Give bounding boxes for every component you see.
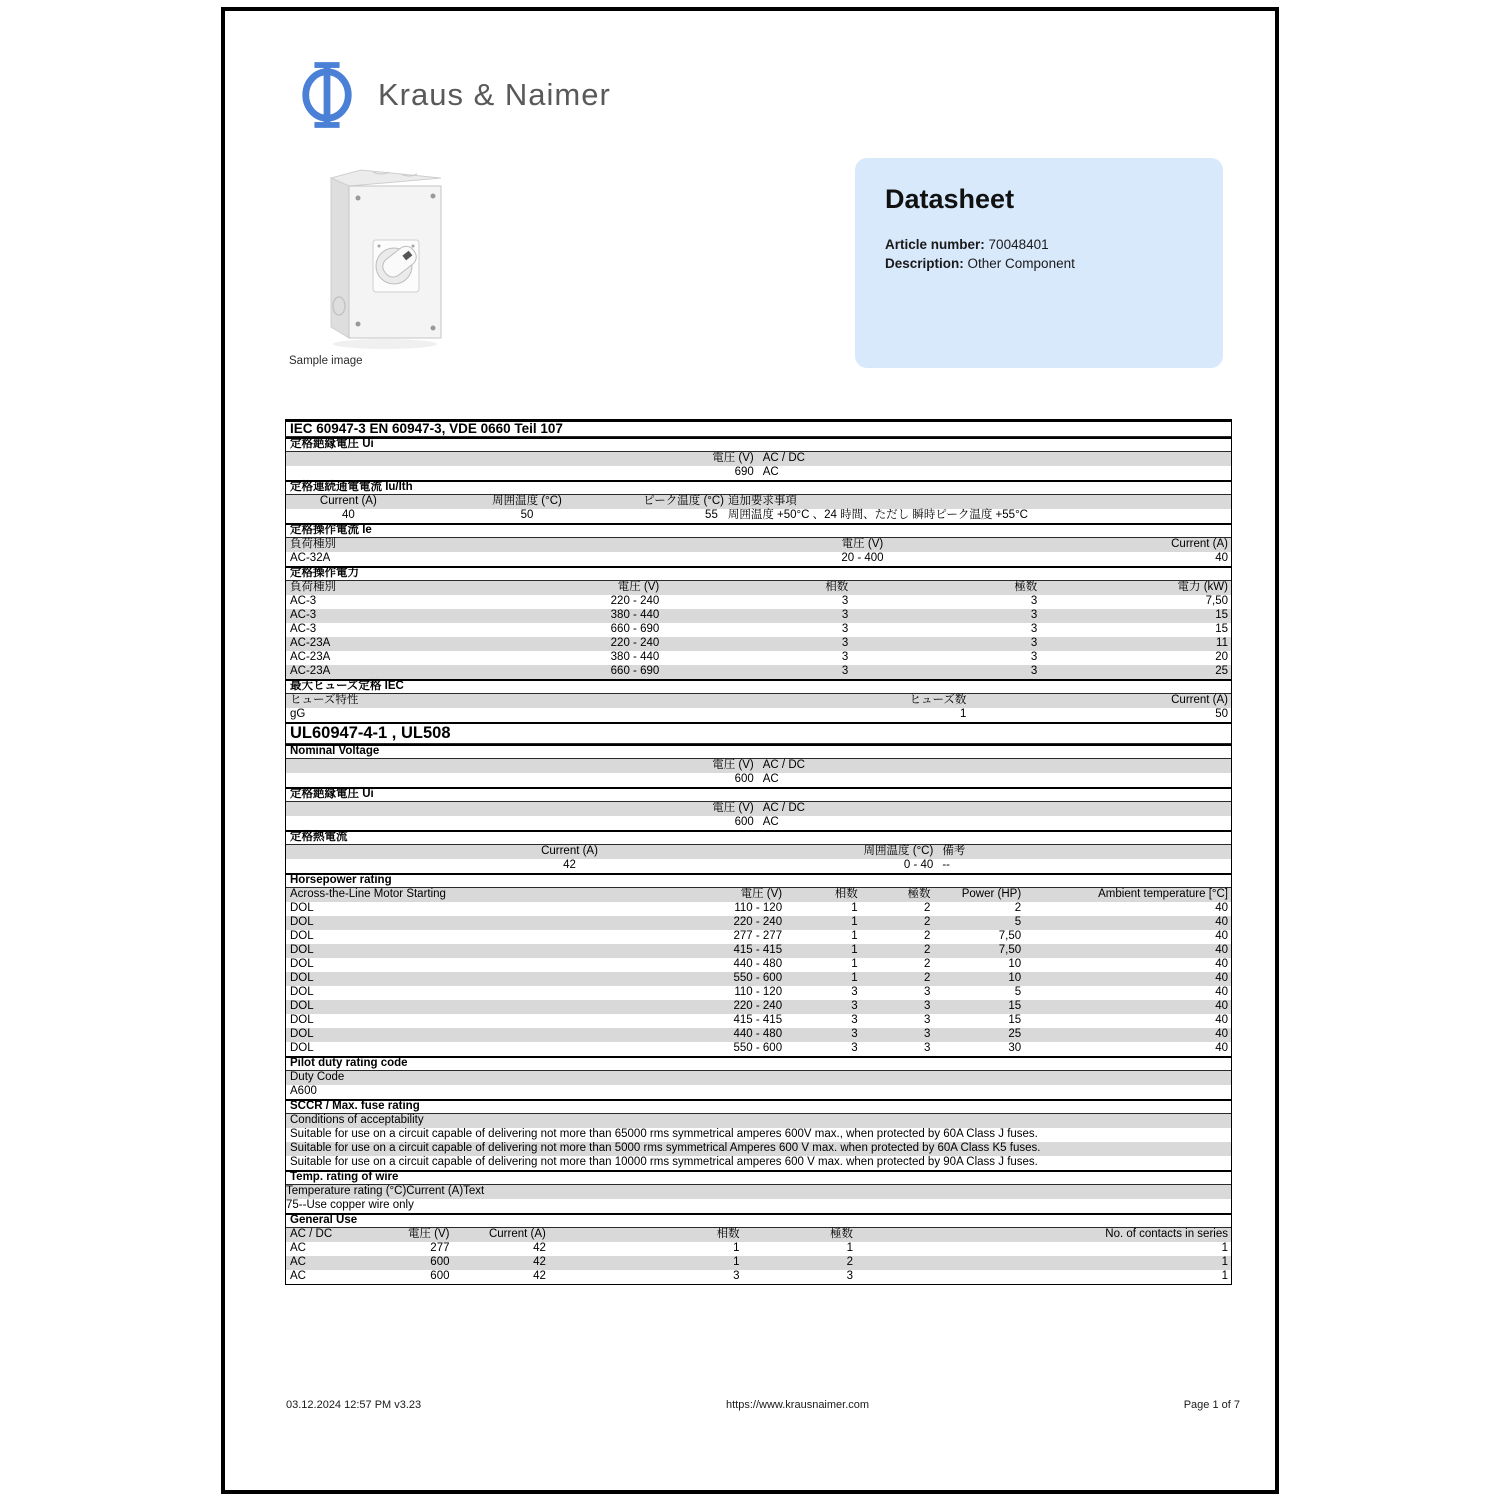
- table-cell: 3: [846, 1270, 853, 1283]
- table-row: [286, 759, 1231, 773]
- table-cell: 40: [1215, 972, 1228, 985]
- table-row: [286, 1000, 1231, 1014]
- table-cell: 42: [563, 859, 576, 872]
- table-cell: AC: [762, 773, 779, 786]
- table-cell: 3: [924, 1042, 931, 1055]
- table-row: [286, 1028, 1231, 1042]
- table-cell: 600: [734, 773, 754, 786]
- table-row: [286, 595, 1231, 609]
- table-row: [286, 552, 1231, 566]
- table-cell: 40: [1215, 958, 1228, 971]
- table-row: [286, 802, 1231, 816]
- table-cell: 電力 (kW): [1177, 581, 1228, 594]
- table-row: [286, 651, 1231, 665]
- table-cell: 40: [1215, 944, 1228, 957]
- section-header: Horsepower rating: [290, 874, 392, 887]
- table-cell: 550 - 600: [733, 972, 783, 985]
- section-header-row: [286, 566, 1231, 581]
- table-cell: gG: [290, 708, 306, 721]
- table-row: [286, 637, 1231, 651]
- table-row: [286, 859, 1231, 873]
- section-header: General Use: [290, 1214, 358, 1227]
- group-title-row: [286, 420, 1231, 437]
- spec-table: [285, 419, 1232, 1285]
- table-cell: Current (A): [488, 1228, 546, 1241]
- table-cell: 7,50: [998, 930, 1022, 943]
- table-cell: 1: [733, 1242, 740, 1255]
- table-cell: Current (A): [319, 495, 377, 508]
- table-cell: 電圧 (V): [712, 452, 754, 465]
- section-header-row: [286, 744, 1231, 759]
- table-cell: 15: [1215, 623, 1228, 636]
- table-cell: DOL: [290, 1014, 314, 1027]
- table-row: [286, 609, 1231, 623]
- table-cell: 負荷種別: [290, 538, 336, 551]
- table-cell: 3: [733, 1270, 740, 1283]
- table-cell: 550 - 600: [733, 1042, 783, 1055]
- section-header-row: [286, 1213, 1231, 1228]
- table-cell: 40: [1215, 1028, 1228, 1041]
- section-header: Pilot duty rating code: [290, 1057, 408, 1070]
- table-cell: DOL: [290, 1000, 314, 1013]
- table-cell: AC / DC: [762, 802, 805, 815]
- table-cell: 1: [846, 1242, 853, 1255]
- table-cell: 2: [924, 958, 931, 971]
- table-cell: Suitable for use on a circuit capable of delivering not more than 10000 rms symmetrical amperes 600 V max. when protected by 90A Class J fuses.: [290, 1156, 1038, 1169]
- table-cell: No. of contacts in series: [1105, 1228, 1228, 1241]
- sample-image-caption: Sample image: [289, 355, 363, 367]
- section-header: Temp. rating of wire: [290, 1171, 399, 1184]
- table-row: [286, 466, 1231, 480]
- table-cell: 110 - 120: [734, 902, 783, 915]
- table-cell: 600: [734, 816, 754, 829]
- table-cell: 3: [1030, 637, 1038, 650]
- table-cell: AC: [762, 816, 779, 829]
- table-cell: DOL: [290, 958, 314, 971]
- table-cell: AC: [290, 1270, 306, 1283]
- article-number-label: Article number:: [885, 237, 985, 252]
- table-cell: 1: [1221, 1256, 1228, 1269]
- table-cell: AC-32A: [290, 552, 331, 565]
- table-cell: 220 - 240: [610, 595, 660, 608]
- table-cell: 1: [1221, 1270, 1228, 1283]
- table-cell: Across-the-Line Motor Starting: [290, 888, 446, 901]
- section-header-row: [286, 480, 1231, 495]
- table-cell: 0 - 40: [903, 859, 934, 872]
- table-row: [286, 944, 1231, 958]
- table-cell: AC-3: [290, 595, 317, 608]
- table-cell: 40: [1215, 552, 1228, 565]
- table-cell: 電圧 (V): [617, 581, 660, 594]
- table-cell: 2: [924, 944, 931, 957]
- table-cell: 3: [924, 986, 931, 999]
- table-cell: 690: [734, 466, 754, 479]
- table-row: [286, 1185, 1231, 1199]
- table-row: [286, 1270, 1231, 1284]
- table-cell: AC / DC: [762, 759, 805, 772]
- table-row: [286, 958, 1231, 972]
- section-header: 定格操作電力: [290, 567, 359, 580]
- table-cell: 10: [1008, 972, 1022, 985]
- table-cell: 電圧 (V): [712, 759, 754, 772]
- section-header: Nominal Voltage: [290, 745, 380, 758]
- table-cell: 42: [533, 1270, 546, 1283]
- section-header: 定格操作電流 Ie: [290, 524, 372, 537]
- datasheet-card: [855, 158, 1223, 368]
- section-header: 定格絶縁電圧 Ui: [290, 788, 374, 801]
- table-cell: 3: [851, 1028, 858, 1041]
- table-row: [286, 986, 1231, 1000]
- section-header-row: [286, 437, 1231, 452]
- table-cell: 3: [1030, 609, 1038, 622]
- table-cell: 415 - 415: [733, 1014, 783, 1027]
- table-cell: --: [942, 859, 950, 872]
- table-row: [286, 1071, 1231, 1085]
- section-header-row: [286, 679, 1231, 694]
- table-cell: 55: [705, 509, 718, 522]
- table-cell: 2: [1014, 902, 1022, 915]
- table-cell: 50: [520, 509, 534, 522]
- table-row: [286, 623, 1231, 637]
- section-header-row: [286, 1056, 1231, 1071]
- table-cell: 440 - 480: [733, 1028, 783, 1041]
- datasheet-page: [221, 7, 1279, 1494]
- table-row: [286, 538, 1231, 552]
- table-cell: 15: [1008, 1000, 1022, 1013]
- table-cell: DOL: [290, 986, 314, 999]
- table-row: [286, 1228, 1231, 1242]
- phi-icon: [298, 61, 356, 129]
- table-cell: 50: [1215, 708, 1228, 721]
- table-cell: 75: [286, 1199, 299, 1212]
- table-cell: ピーク温度 (°C): [643, 495, 725, 508]
- description-line: [885, 254, 1193, 273]
- table-cell: DOL: [290, 916, 314, 929]
- brand-name: Kraus & Naimer: [378, 77, 611, 112]
- footer-date: 03.12.2024 12:57 PM v3.23: [286, 1399, 422, 1411]
- section-header: SCCR / Max. fuse rating: [290, 1100, 420, 1113]
- table-cell: 電圧 (V): [740, 888, 783, 901]
- table-cell: 相数: [834, 888, 858, 901]
- table-cell: 1: [851, 916, 858, 929]
- table-cell: 660 - 690: [610, 623, 660, 636]
- table-row: [286, 581, 1231, 595]
- table-row: [286, 509, 1231, 523]
- table-row: [286, 1199, 1231, 1213]
- table-row: [286, 694, 1231, 708]
- table-cell: DOL: [290, 1042, 314, 1055]
- table-cell: 極数: [829, 1228, 853, 1241]
- table-cell: 380 - 440: [610, 609, 660, 622]
- table-cell: 周囲温度 (°C): [863, 845, 934, 858]
- table-cell: 周囲温度 +50°C 、24 時間、ただし 瞬時ピーク温度 +55°C: [727, 509, 1028, 522]
- table-cell: 1: [851, 958, 858, 971]
- table-cell: 40: [1215, 902, 1228, 915]
- table-cell: 負荷種別: [290, 581, 336, 594]
- table-row: [286, 1142, 1231, 1156]
- table-row: [286, 916, 1231, 930]
- table-cell: 周囲温度 (°C): [492, 495, 562, 508]
- table-row: [286, 1242, 1231, 1256]
- table-cell: DOL: [290, 1028, 314, 1041]
- table-cell: 40: [1215, 916, 1228, 929]
- table-cell: AC / DC: [762, 452, 805, 465]
- table-row: [286, 972, 1231, 986]
- table-cell: 3: [1030, 595, 1038, 608]
- table-cell: 15: [1215, 609, 1228, 622]
- table-cell: 3: [841, 609, 849, 622]
- table-cell: 3: [924, 1028, 931, 1041]
- table-cell: 25: [1215, 665, 1228, 678]
- table-row: [286, 1256, 1231, 1270]
- table-cell: 660 - 690: [610, 665, 660, 678]
- table-cell: 40: [1215, 1014, 1228, 1027]
- table-cell: 2: [924, 930, 931, 943]
- footer: [225, 1399, 1275, 1415]
- table-cell: ヒューズ特性: [290, 694, 359, 707]
- table-cell: 3: [841, 637, 849, 650]
- table-cell: AC: [290, 1256, 306, 1269]
- table-cell: 11: [1216, 637, 1228, 650]
- table-cell: 1: [851, 972, 858, 985]
- group-title: IEC 60947-3 EN 60947-3, VDE 0660 Teil 107: [290, 421, 563, 437]
- table-cell: 42: [533, 1242, 546, 1255]
- table-cell: 110 - 120: [734, 986, 783, 999]
- group-title: UL60947-4-1 , UL508: [290, 724, 451, 743]
- table-cell: 5: [1014, 986, 1022, 999]
- table-row: [286, 816, 1231, 830]
- table-cell: 3: [924, 1000, 931, 1013]
- group-title-row: [286, 722, 1231, 744]
- table-cell: 3: [841, 595, 849, 608]
- table-cell: 20 - 400: [841, 552, 884, 565]
- section-header: 定格連続通電電流 Iu/Ith: [290, 481, 413, 494]
- table-cell: 40: [341, 509, 355, 522]
- section-header: 定格熱電流: [290, 831, 348, 844]
- table-cell: 15: [1008, 1014, 1022, 1027]
- footer-url[interactable]: https://www.krausnaimer.com: [726, 1399, 870, 1411]
- table-cell: AC-23A: [290, 651, 331, 664]
- table-cell: 2: [924, 902, 931, 915]
- table-cell: 10: [1008, 958, 1022, 971]
- table-cell: Conditions of acceptability: [290, 1114, 424, 1127]
- table-row: [286, 1128, 1231, 1142]
- table-cell: A600: [290, 1085, 317, 1098]
- footer-page-number: Page 1 of 7: [1183, 1399, 1240, 1411]
- brand-logo: [298, 61, 611, 129]
- table-cell: 220 - 240: [733, 916, 783, 929]
- section-header: 最大ヒューズ定格 IEC: [290, 680, 404, 693]
- table-cell: 備考: [942, 845, 966, 858]
- table-cell: Power (HP): [961, 888, 1022, 901]
- table-cell: AC-23A: [290, 637, 331, 650]
- section-header-row: [286, 523, 1231, 538]
- table-row: [286, 1156, 1231, 1170]
- table-cell: 380 - 440: [610, 651, 660, 664]
- table-cell: 440 - 480: [733, 958, 783, 971]
- table-cell: Suitable for use on a circuit capable of delivering not more than 65000 rms symmetrical amperes 600V max., when protected by 60A Class J fuses.: [290, 1128, 1038, 1141]
- table-cell: 20: [1215, 651, 1228, 664]
- table-cell: 277 - 277: [733, 930, 783, 943]
- table-cell: 220 - 240: [733, 1000, 783, 1013]
- table-cell: AC-23A: [290, 665, 331, 678]
- table-cell: 40: [1215, 986, 1228, 999]
- table-cell: 1: [851, 944, 858, 957]
- table-cell: 42: [533, 1256, 546, 1269]
- table-cell: Use copper wire only: [306, 1199, 414, 1212]
- table-cell: 3: [851, 986, 858, 999]
- table-cell: 電圧 (V): [712, 802, 754, 815]
- table-cell: 40: [1215, 1000, 1228, 1013]
- table-cell: Current (A): [406, 1185, 464, 1198]
- section-header-row: [286, 1170, 1231, 1185]
- section-header-row: [286, 1099, 1231, 1114]
- table-cell: 相数: [825, 581, 849, 594]
- table-cell: DOL: [290, 944, 314, 957]
- table-cell: 1: [1221, 1242, 1228, 1255]
- table-cell: 3: [851, 1014, 858, 1027]
- description-value: Other Component: [967, 256, 1075, 271]
- table-row: [286, 495, 1231, 509]
- table-cell: 3: [841, 623, 849, 636]
- table-cell: 25: [1008, 1028, 1022, 1041]
- table-cell: 1: [851, 902, 858, 915]
- table-cell: 電圧 (V): [841, 538, 884, 551]
- table-cell: Text: [463, 1185, 485, 1198]
- section-header-row: [286, 787, 1231, 802]
- table-cell: Temperature rating (°C): [286, 1185, 407, 1198]
- table-row: [286, 1085, 1231, 1099]
- table-row: [286, 452, 1231, 466]
- table-row: [286, 930, 1231, 944]
- table-cell: 7,50: [998, 944, 1022, 957]
- product-image: [323, 166, 451, 357]
- description-label: Description:: [885, 256, 964, 271]
- table-cell: 415 - 415: [733, 944, 783, 957]
- table-cell: 1: [733, 1256, 740, 1269]
- card-title: Datasheet: [885, 184, 1015, 214]
- table-cell: 3: [841, 651, 849, 664]
- table-row: [286, 708, 1231, 722]
- table-cell: 3: [841, 665, 849, 678]
- article-number-value: 70048401: [988, 237, 1049, 252]
- table-cell: DOL: [290, 902, 314, 915]
- table-row: [286, 845, 1231, 859]
- table-cell: Current (A): [541, 845, 598, 858]
- table-cell: Duty Code: [290, 1071, 345, 1084]
- table-cell: 277: [430, 1242, 450, 1255]
- section-header-row: [286, 830, 1231, 845]
- table-cell: AC: [290, 1242, 306, 1255]
- table-cell: 電圧 (V): [407, 1228, 450, 1241]
- table-cell: 40: [1215, 1042, 1228, 1055]
- table-cell: 1: [959, 708, 967, 721]
- table-cell: 3: [851, 1042, 858, 1055]
- table-row: [286, 888, 1231, 902]
- table-cell: 600: [430, 1270, 450, 1283]
- table-row: [286, 1042, 1231, 1056]
- table-cell: Current (A): [1171, 694, 1228, 707]
- table-row: [286, 1114, 1231, 1128]
- section-header-row: [286, 873, 1231, 888]
- table-cell: DOL: [290, 972, 314, 985]
- table-cell: 2: [924, 972, 931, 985]
- table-cell: 600: [430, 1256, 450, 1269]
- table-cell: 追加要求事項: [727, 495, 797, 508]
- table-row: [286, 773, 1231, 787]
- table-cell: 3: [851, 1000, 858, 1013]
- table-cell: ヒューズ数: [909, 694, 967, 707]
- section-header: 定格絶縁電圧 Ui: [290, 438, 374, 451]
- table-cell: Ambient temperature [°C]: [1098, 888, 1228, 901]
- table-cell: 2: [846, 1256, 853, 1269]
- table-cell: 1: [851, 930, 858, 943]
- table-cell: Current (A): [1171, 538, 1228, 551]
- table-cell: 3: [924, 1014, 931, 1027]
- table-cell: DOL: [290, 930, 314, 943]
- table-cell: 7,50: [1205, 595, 1228, 608]
- article-number-line: [885, 235, 1193, 254]
- table-cell: 3: [1030, 623, 1038, 636]
- table-cell: 相数: [716, 1228, 740, 1241]
- table-cell: 5: [1014, 916, 1022, 929]
- table-cell: 極数: [907, 888, 931, 901]
- table-cell: 40: [1215, 930, 1228, 943]
- table-cell: 2: [924, 916, 931, 929]
- table-cell: AC / DC: [290, 1228, 333, 1241]
- table-row: [286, 1014, 1231, 1028]
- table-cell: 3: [1030, 665, 1038, 678]
- table-cell: 極数: [1014, 581, 1038, 594]
- table-cell: --: [298, 1199, 307, 1212]
- table-cell: 220 - 240: [610, 637, 660, 650]
- table-cell: Suitable for use on a circuit capable of delivering not more than 5000 rms symmetrical Amperes 600 V max. when protected by 60A Class K5 fuses.: [290, 1142, 1041, 1155]
- table-cell: 30: [1008, 1042, 1022, 1055]
- table-cell: 3: [1030, 651, 1038, 664]
- table-cell: AC: [762, 466, 779, 479]
- table-cell: AC-3: [290, 609, 317, 622]
- table-row: [286, 902, 1231, 916]
- table-cell: AC-3: [290, 623, 317, 636]
- table-row: [286, 665, 1231, 679]
